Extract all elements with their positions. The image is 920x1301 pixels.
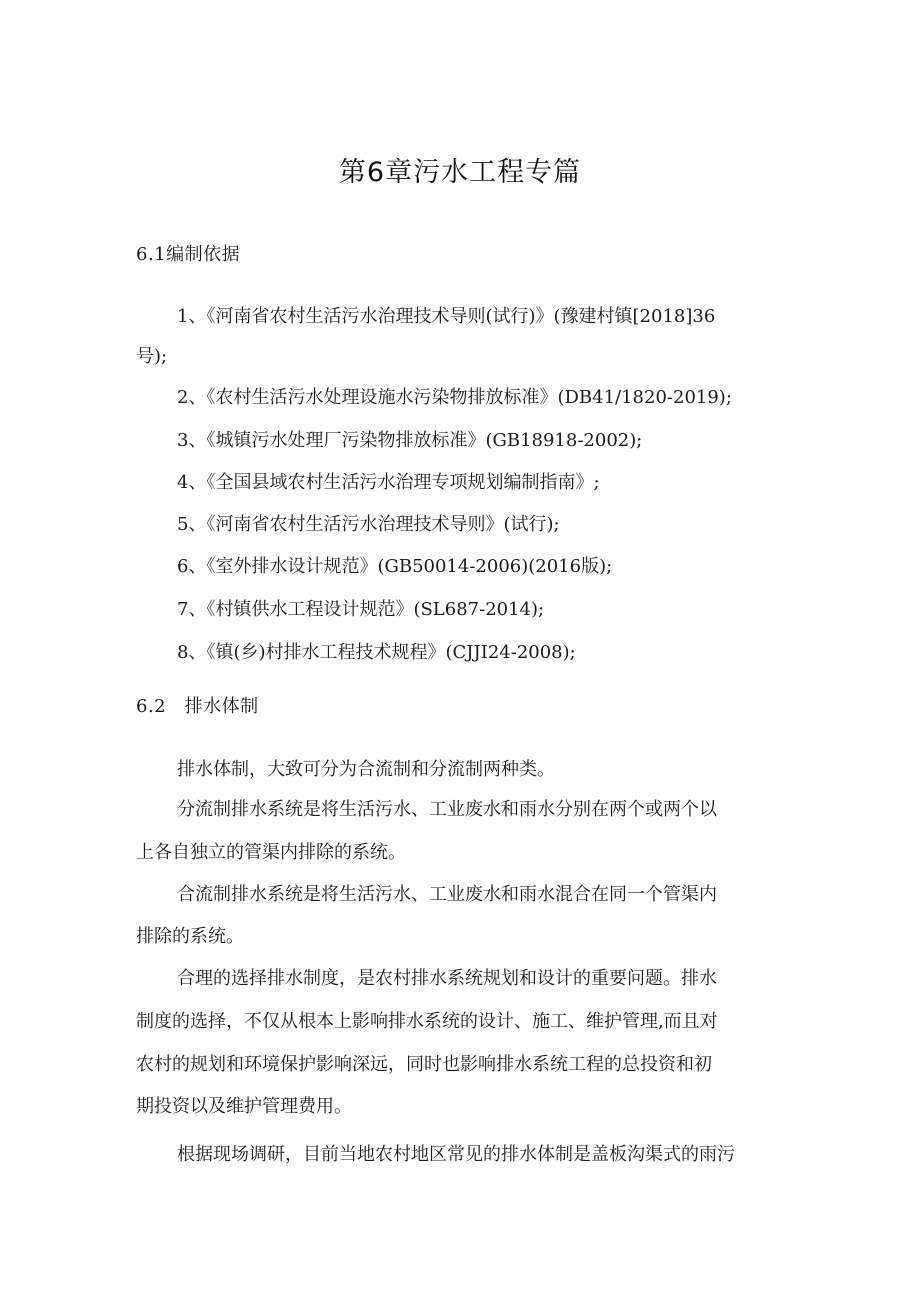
reference-item-4: 4、《全国县域农村生活污水治理专项规划编制指南》; <box>177 472 600 493</box>
reference-item-5: 5、《河南省农村生活污水治理技术导则》(试行); <box>177 514 560 535</box>
reference-item-3: 3、《城镇污水处理厂污染物排放标准》(GB18918-2002); <box>177 430 643 451</box>
paragraph-4-line-4: 期投资以及维护管理费用。 <box>136 1096 352 1117</box>
reference-item-6: 6、《室外排水设计规范》(GB50014-2006)(2016版); <box>177 556 613 577</box>
section-heading-6-2: 6.2 排水体制 <box>136 696 259 717</box>
reference-item-8: 8、《镇(乡)村排水工程技术规程》(CJJI24-2008); <box>177 642 576 663</box>
paragraph-2-line-2: 上各自独立的管渠内排除的系统。 <box>136 842 406 863</box>
paragraph-2-line-1: 分流制排水系统是将生活污水、工业废水和雨水分别在两个或两个以 <box>177 799 717 820</box>
section-heading-6-1: 6.1编制依据 <box>136 244 241 265</box>
paragraph-5-line-1: 根据现场调研，目前当地农村地区常见的排水体制是盖板沟渠式的雨污 <box>177 1144 735 1165</box>
chapter-title: 第6章污水工程专篇 <box>338 157 582 188</box>
reference-item-1-line-2: 号); <box>136 346 168 367</box>
paragraph-4-line-3: 农村的规划和环境保护影响深远，同时也影响排水系统工程的总投资和初 <box>136 1054 712 1075</box>
paragraph-4-line-2: 制度的选择，不仅从根本上影响排水系统的设计、施工、维护管理,而且对 <box>136 1011 718 1032</box>
paragraph-3-line-1: 合流制排水系统是将生活污水、工业废水和雨水混合在同一个管渠内 <box>177 884 717 905</box>
paragraph-1-line-1: 排水体制，大致可分为合流制和分流制两种类。 <box>177 759 555 780</box>
reference-item-1-line-1: 1、《河南省农村生活污水治理技术导则(试行)》(豫建村镇[2018]36 <box>177 306 716 327</box>
paragraph-3-line-2: 排除的系统。 <box>136 926 244 947</box>
reference-item-7: 7、《村镇供水工程设计规范》(SL687-2014); <box>177 599 545 620</box>
paragraph-4-line-1: 合理的选择排水制度，是农村排水系统规划和设计的重要问题。排水 <box>177 968 717 989</box>
reference-item-2: 2、《农村生活污水处理设施水污染物排放标准》(DB41/1820-2019); <box>177 387 732 408</box>
